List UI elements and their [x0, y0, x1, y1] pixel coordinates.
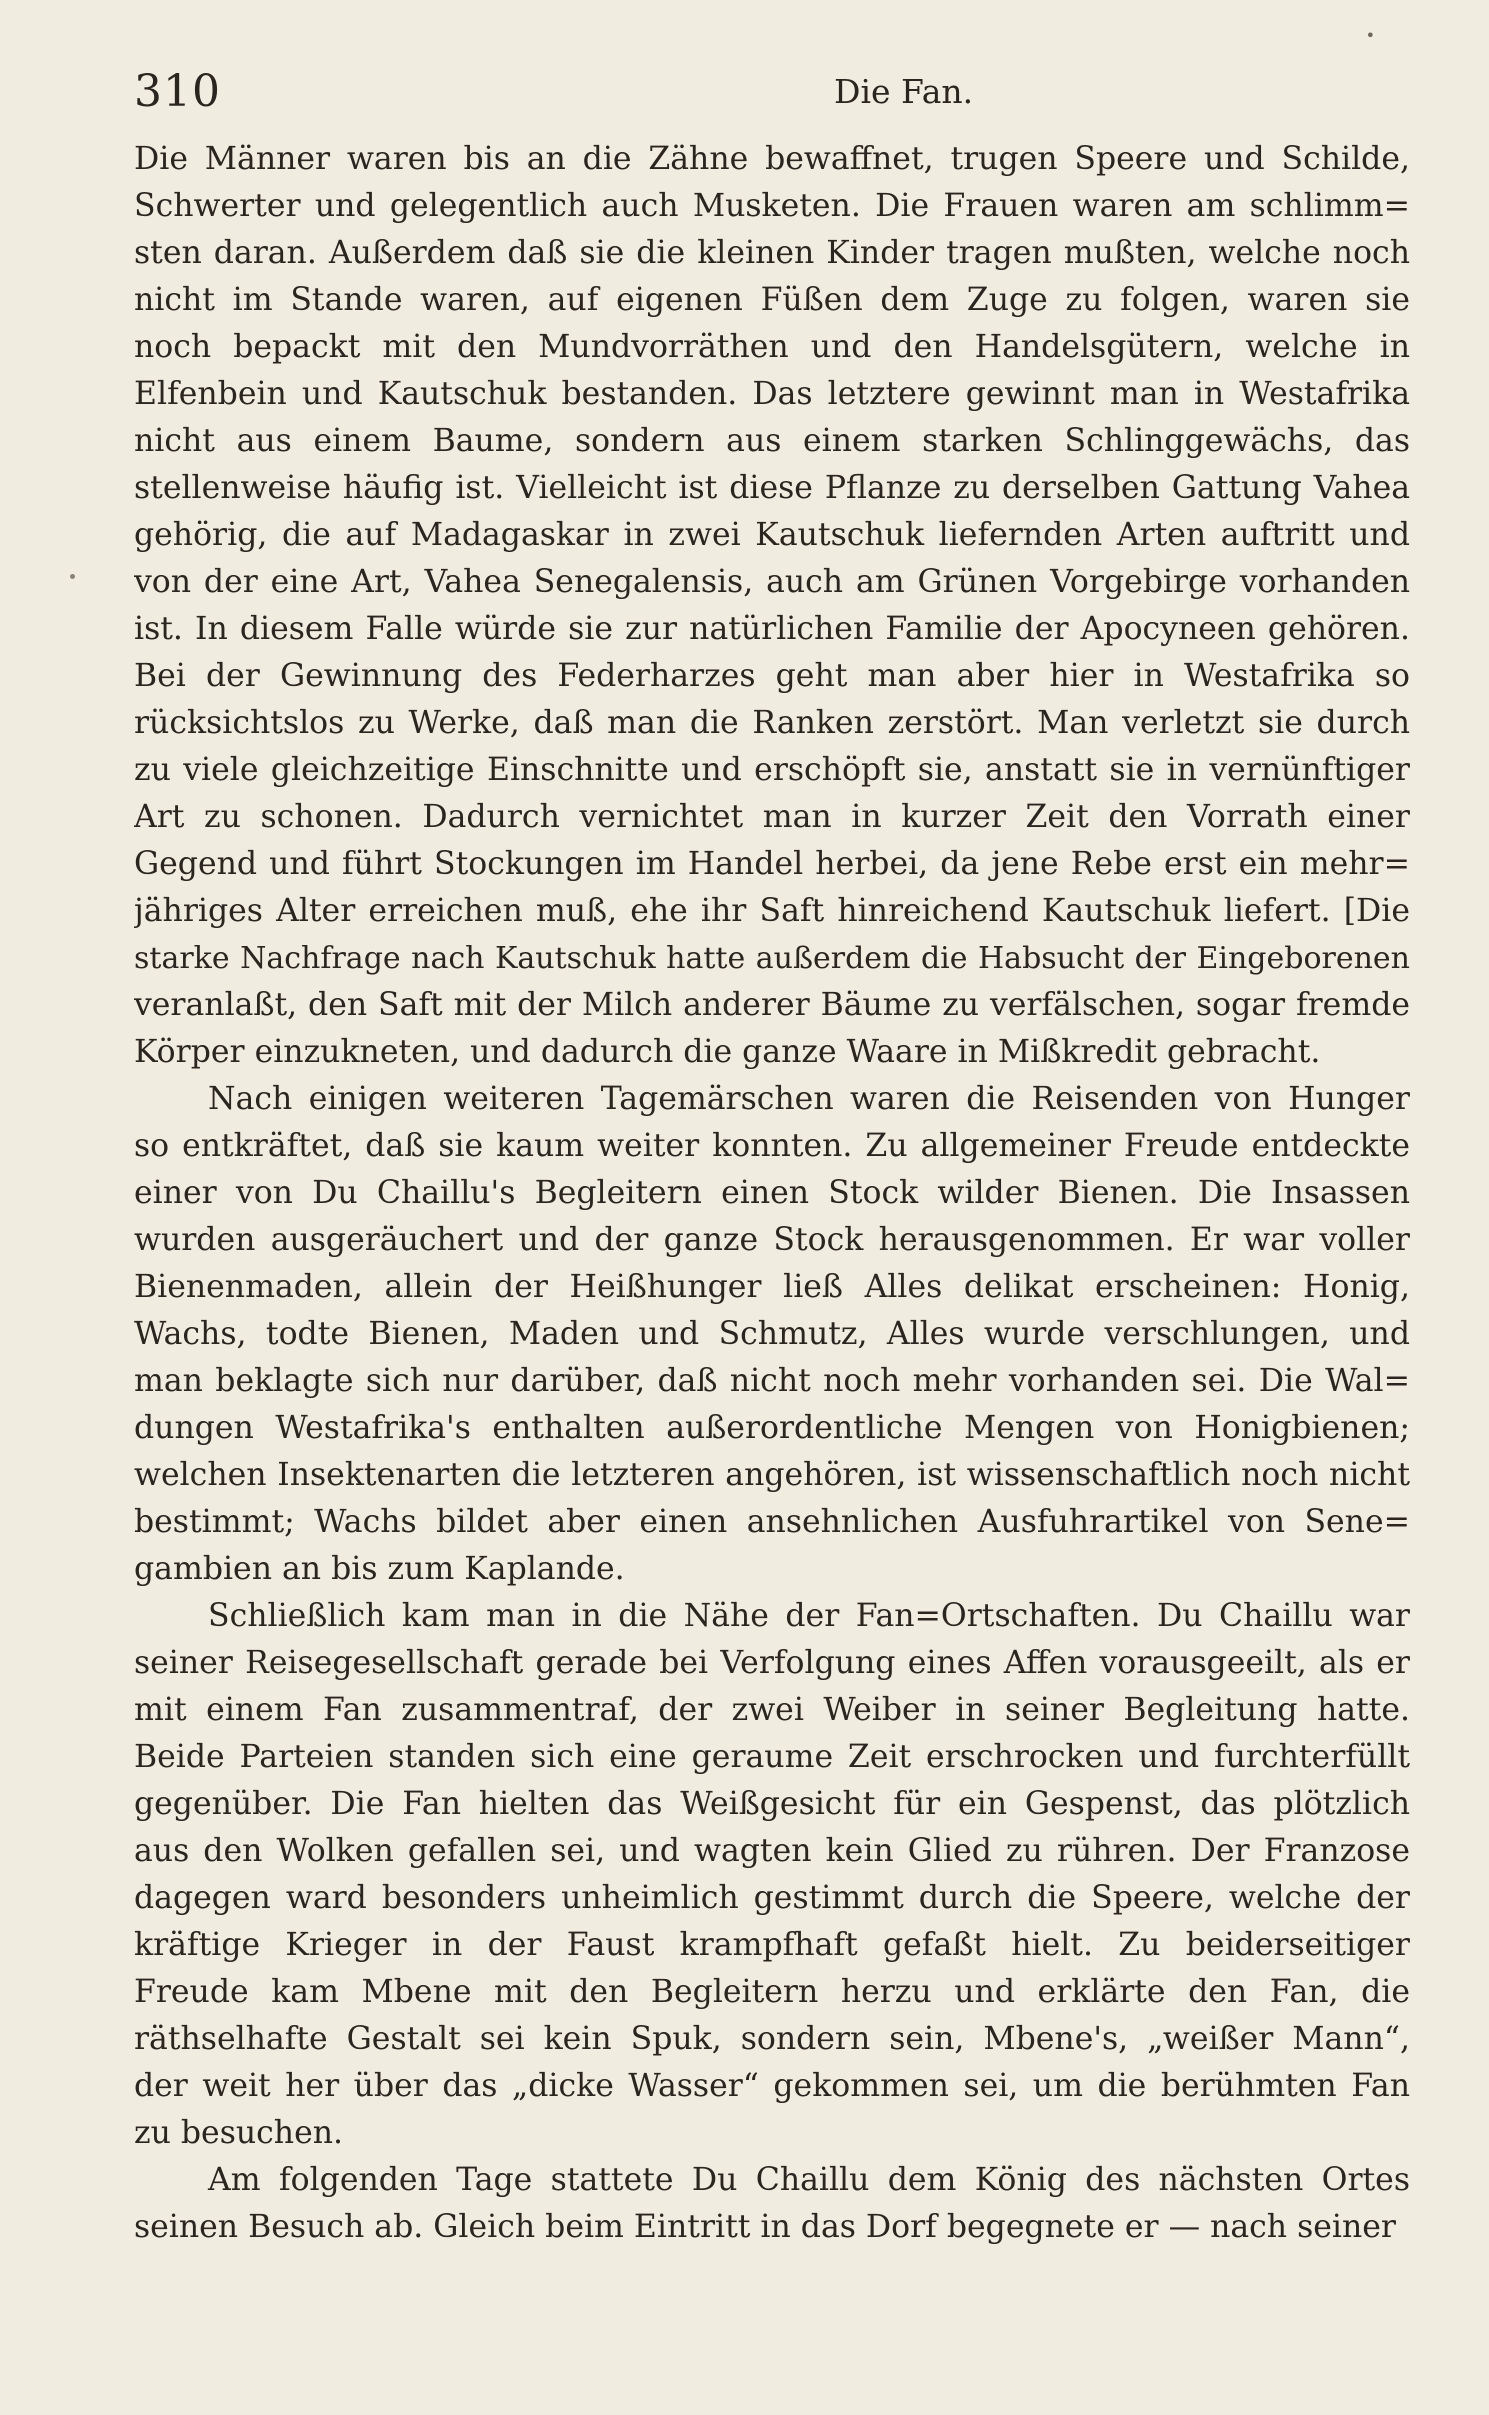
text-line: Freude kam Mbene mit den Begleitern herzu und erklärte den Fan, die: [134, 1974, 1410, 2010]
text-line: bestimmt; Wachs bildet aber einen ansehnlichen Ausfuhrartikel von Sene=: [134, 1504, 1410, 1540]
text-line: Bienenmaden, allein der Heißhunger ließ Alles delikat erscheinen: Honig,: [134, 1269, 1410, 1305]
text-line: Gegend und führt Stockungen im Handel herbei, da jene Rebe erst ein mehr=: [134, 846, 1410, 882]
text-line: noch bepackt mit den Mundvorräthen und den Handelsgütern, welche in: [134, 329, 1410, 365]
text-line: wurden ausgeräuchert und der ganze Stock herausgenommen. Er war voller: [134, 1222, 1410, 1258]
text-line: nicht im Stande waren, auf eigenen Füßen dem Zuge zu folgen, waren sie: [134, 282, 1410, 318]
text-line: dungen Westafrika's enthalten außerordentliche Mengen von Honigbienen;: [134, 1410, 1410, 1446]
text-line: aus den Wolken gefallen sei, und wagten kein Glied zu rühren. Der Franzose: [134, 1833, 1410, 1869]
text-line: nicht aus einem Baume, sondern aus einem starken Schlinggewächs, das: [134, 423, 1410, 459]
text-line: gehörig, die auf Madagaskar in zwei Kautschuk liefernden Arten auftritt und: [134, 517, 1410, 553]
corner-mark: •: [1365, 26, 1375, 45]
text-line: so entkräftet, daß sie kaum weiter konnten. Zu allgemeiner Freude entdeckte: [134, 1128, 1410, 1164]
text-line: zu viele gleichzeitige Einschnitte und erschöpft sie, anstatt sie in vernünftiger: [134, 752, 1410, 788]
text-line: welchen Insektenarten die letzteren angehören, ist wissenschaftlich noch nicht: [134, 1457, 1410, 1493]
text-line: kräftige Krieger in der Faust krampfhaft gefaßt hielt. Zu beiderseitiger: [134, 1927, 1410, 1963]
paragraph: [134, 1076, 1410, 1593]
body-text: [134, 136, 1410, 2251]
text-line: der weit her über das „dicke Wasser“ gekommen sei, um die berühmten Fan: [134, 2068, 1410, 2104]
text-line: Beide Parteien standen sich eine geraume Zeit erschrocken und furchterfüllt: [134, 1739, 1410, 1775]
text-line: jähriges Alter erreichen muß, ehe ihr Saft hinreichend Kautschuk liefert. [Die: [134, 893, 1410, 929]
text-line: ist. In diesem Falle würde sie zur natürlichen Familie der Apocyneen gehören.: [134, 611, 1410, 647]
text-line: Die Männer waren bis an die Zähne bewaffnet, trugen Speere und Schilde,: [134, 141, 1410, 177]
text-line: gegenüber. Die Fan hielten das Weißgesicht für ein Gespenst, das plötzlich: [134, 1786, 1410, 1822]
text-line: stellenweise häufig ist. Vielleicht ist diese Pflanze zu derselben Gattung Vahea: [134, 470, 1410, 506]
text-line: Schließlich kam man in die Nähe der Fan=Ortschaften. Du Chaillu war: [208, 1598, 1410, 1634]
paragraph: [134, 2157, 1410, 2251]
paragraph: [134, 136, 1410, 1076]
text-line: rücksichtslos zu Werke, daß man die Ranken zerstört. Man verletzt sie durch: [134, 705, 1410, 741]
text-line: starke Nachfrage nach Kautschuk hatte außerdem die Habsucht der Eingeborenen: [134, 941, 1410, 976]
text-line: Schwerter und gelegentlich auch Musketen. Die Frauen waren am schlimm=: [134, 188, 1410, 224]
paragraph: [134, 1593, 1410, 2157]
text-line: Elfenbein und Kautschuk bestanden. Das letztere gewinnt man in Westafrika: [134, 376, 1410, 412]
text-line: seinen Besuch ab. Gleich beim Eintritt in das Dorf begegnete er — nach seiner: [134, 2209, 1396, 2245]
text-line: man beklagte sich nur darüber, daß nicht noch mehr vorhanden sei. Die Wal=: [134, 1363, 1410, 1399]
text-line: veranlaßt, den Saft mit der Milch anderer Bäume zu verfälschen, sogar fremde: [134, 987, 1410, 1023]
text-line: Art zu schonen. Dadurch vernichtet man in kurzer Zeit den Vorrath einer: [134, 799, 1410, 835]
text-line: seiner Reisegesellschaft gerade bei Verfolgung eines Affen vorausgeeilt, als er: [134, 1645, 1410, 1681]
text-line: sten daran. Außerdem daß sie die kleinen Kinder tragen mußten, welche noch: [134, 235, 1410, 271]
text-line: zu besuchen.: [134, 2115, 344, 2151]
margin-dot-mark: [70, 574, 75, 579]
text-line: Wachs, todte Bienen, Maden und Schmutz, Alles wurde verschlungen, und: [134, 1316, 1410, 1352]
text-line: gambien an bis zum Kaplande.: [134, 1551, 625, 1587]
text-line: Am folgenden Tage stattete Du Chaillu dem König des nächsten Ortes: [208, 2162, 1410, 2198]
text-line: mit einem Fan zusammentraf, der zwei Weiber in seiner Begleitung hatte.: [134, 1692, 1410, 1728]
text-line: Nach einigen weiteren Tagemärschen waren die Reisenden von Hunger: [208, 1081, 1410, 1117]
text-line: dagegen ward besonders unheimlich gestimmt durch die Speere, welche der: [134, 1880, 1410, 1916]
text-line: Bei der Gewinnung des Federharzes geht man aber hier in Westafrika so: [134, 658, 1410, 694]
running-title: Die Fan.: [834, 72, 974, 111]
text-line: räthselhafte Gestalt sei kein Spuk, sondern sein, Mbene's, „weißer Mann“,: [134, 2021, 1410, 2057]
page-header: [134, 62, 1414, 122]
text-line: Körper einzukneten, und dadurch die ganze Waare in Mißkredit gebracht.: [134, 1034, 1321, 1070]
text-line: von der eine Art, Vahea Senegalensis, auch am Grünen Vorgebirge vorhanden: [134, 564, 1410, 600]
page-number: 310: [134, 66, 221, 117]
text-line: einer von Du Chaillu's Begleitern einen Stock wilder Bienen. Die Insassen: [134, 1175, 1410, 1211]
